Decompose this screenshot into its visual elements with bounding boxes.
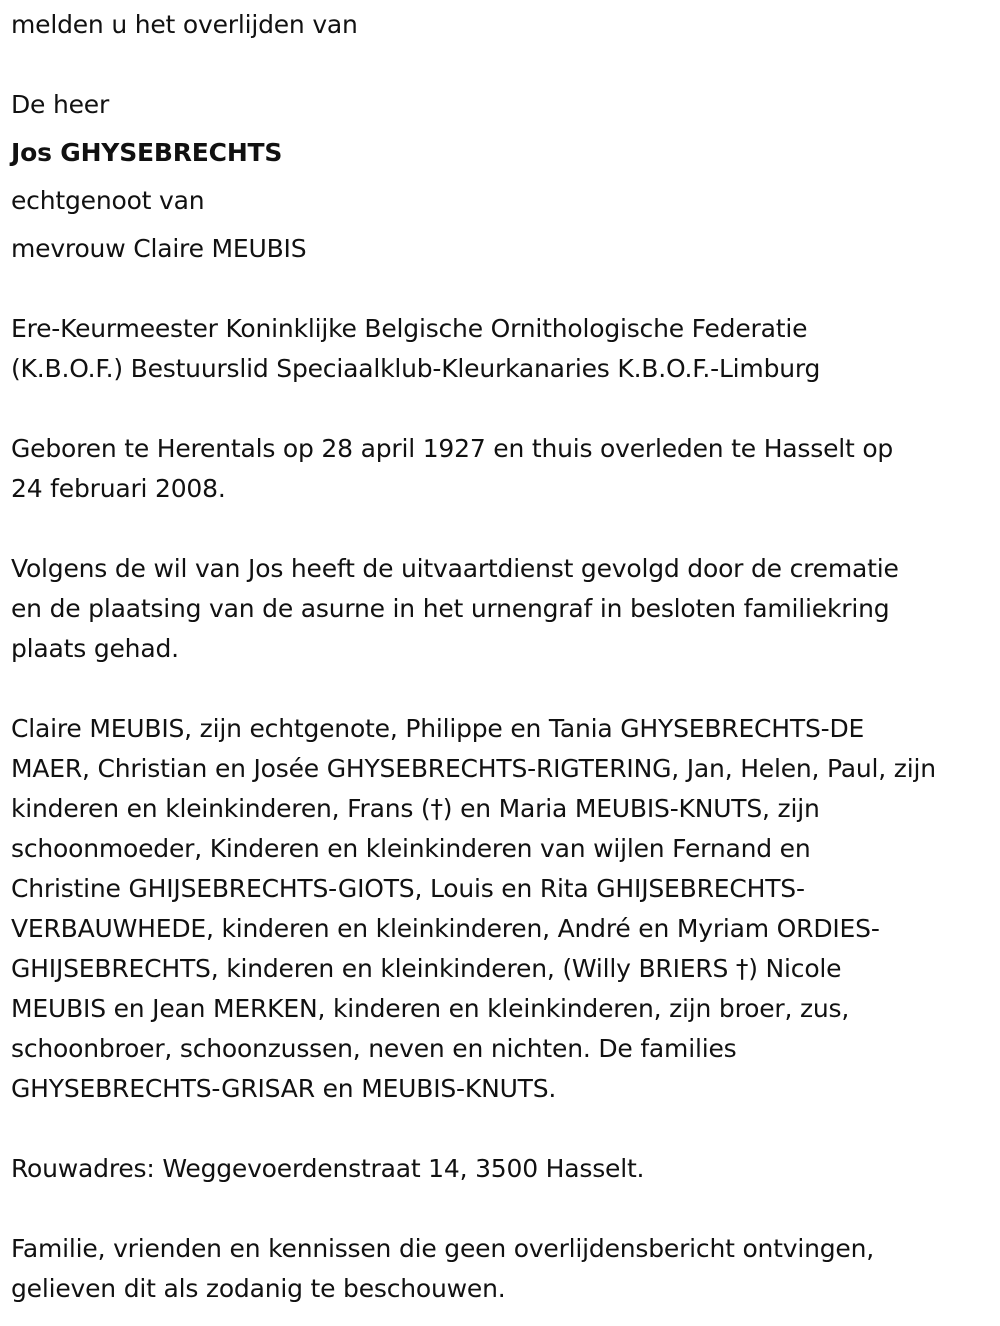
funeral-address: Rouwadres: Weggevoerdenstraat 14, 3500 Hasselt. (11, 1154, 645, 1183)
family-line-2: MAER, Christian en Josée GHYSEBRECHTS-RIGTERING, Jan, Helen, Paul, zijn (11, 754, 936, 783)
closing-line-2: gelieven dit als zodanig te beschouwen. (11, 1274, 506, 1303)
birth-death-line-1: Geboren te Herentals op 28 april 1927 en thuis overleden te Hasselt op (11, 434, 894, 463)
ceremony-line-3: plaats gehad. (11, 634, 179, 663)
closing-line-1: Familie, vrienden en kennissen die geen overlijdensbericht ontvingen, (11, 1234, 875, 1263)
titles-line-2: (K.B.O.F.) Bestuurslid Speciaalklub-Kleurkanaries K.B.O.F.-Limburg (11, 354, 821, 383)
family-line-5: Christine GHIJSEBRECHTS-GIOTS, Louis en Rita GHIJSEBRECHTS- (11, 874, 805, 903)
ceremony-line-2: en de plaatsing van de asurne in het urnengraf in besloten familiekring (11, 594, 890, 623)
intro-line: melden u het overlijden van (11, 10, 358, 39)
deceased-name: Jos GHYSEBRECHTS (11, 138, 283, 167)
family-line-10: GHYSEBRECHTS-GRISAR en MEUBIS-KNUTS. (11, 1074, 557, 1103)
titles-line-1: Ere-Keurmeester Koninklijke Belgische Ornithologische Federatie (11, 314, 808, 343)
family-line-3: kinderen en kleinkinderen, Frans (†) en Maria MEUBIS-KNUTS, zijn (11, 794, 820, 823)
family-line-6: VERBAUWHEDE, kinderen en kleinkinderen, André en Myriam ORDIES- (11, 914, 880, 943)
family-line-7: GHIJSEBRECHTS, kinderen en kleinkinderen, (Willy BRIERS †) Nicole (11, 954, 842, 983)
ceremony-line-1: Volgens de wil van Jos heeft de uitvaartdienst gevolgd door de crematie (11, 554, 899, 583)
spouse-name: mevrouw Claire MEUBIS (11, 234, 307, 263)
salutation: De heer (11, 90, 110, 119)
family-line-9: schoonbroer, schoonzussen, neven en nichten. De families (11, 1034, 737, 1063)
family-line-8: MEUBIS en Jean MERKEN, kinderen en kleinkinderen, zijn broer, zus, (11, 994, 850, 1023)
relation-label: echtgenoot van (11, 186, 205, 215)
birth-death-line-2: 24 februari 2008. (11, 474, 226, 503)
family-line-1: Claire MEUBIS, zijn echtgenote, Philippe en Tania GHYSEBRECHTS-DE (11, 714, 865, 743)
family-line-4: schoonmoeder, Kinderen en kleinkinderen van wijlen Fernand en (11, 834, 811, 863)
